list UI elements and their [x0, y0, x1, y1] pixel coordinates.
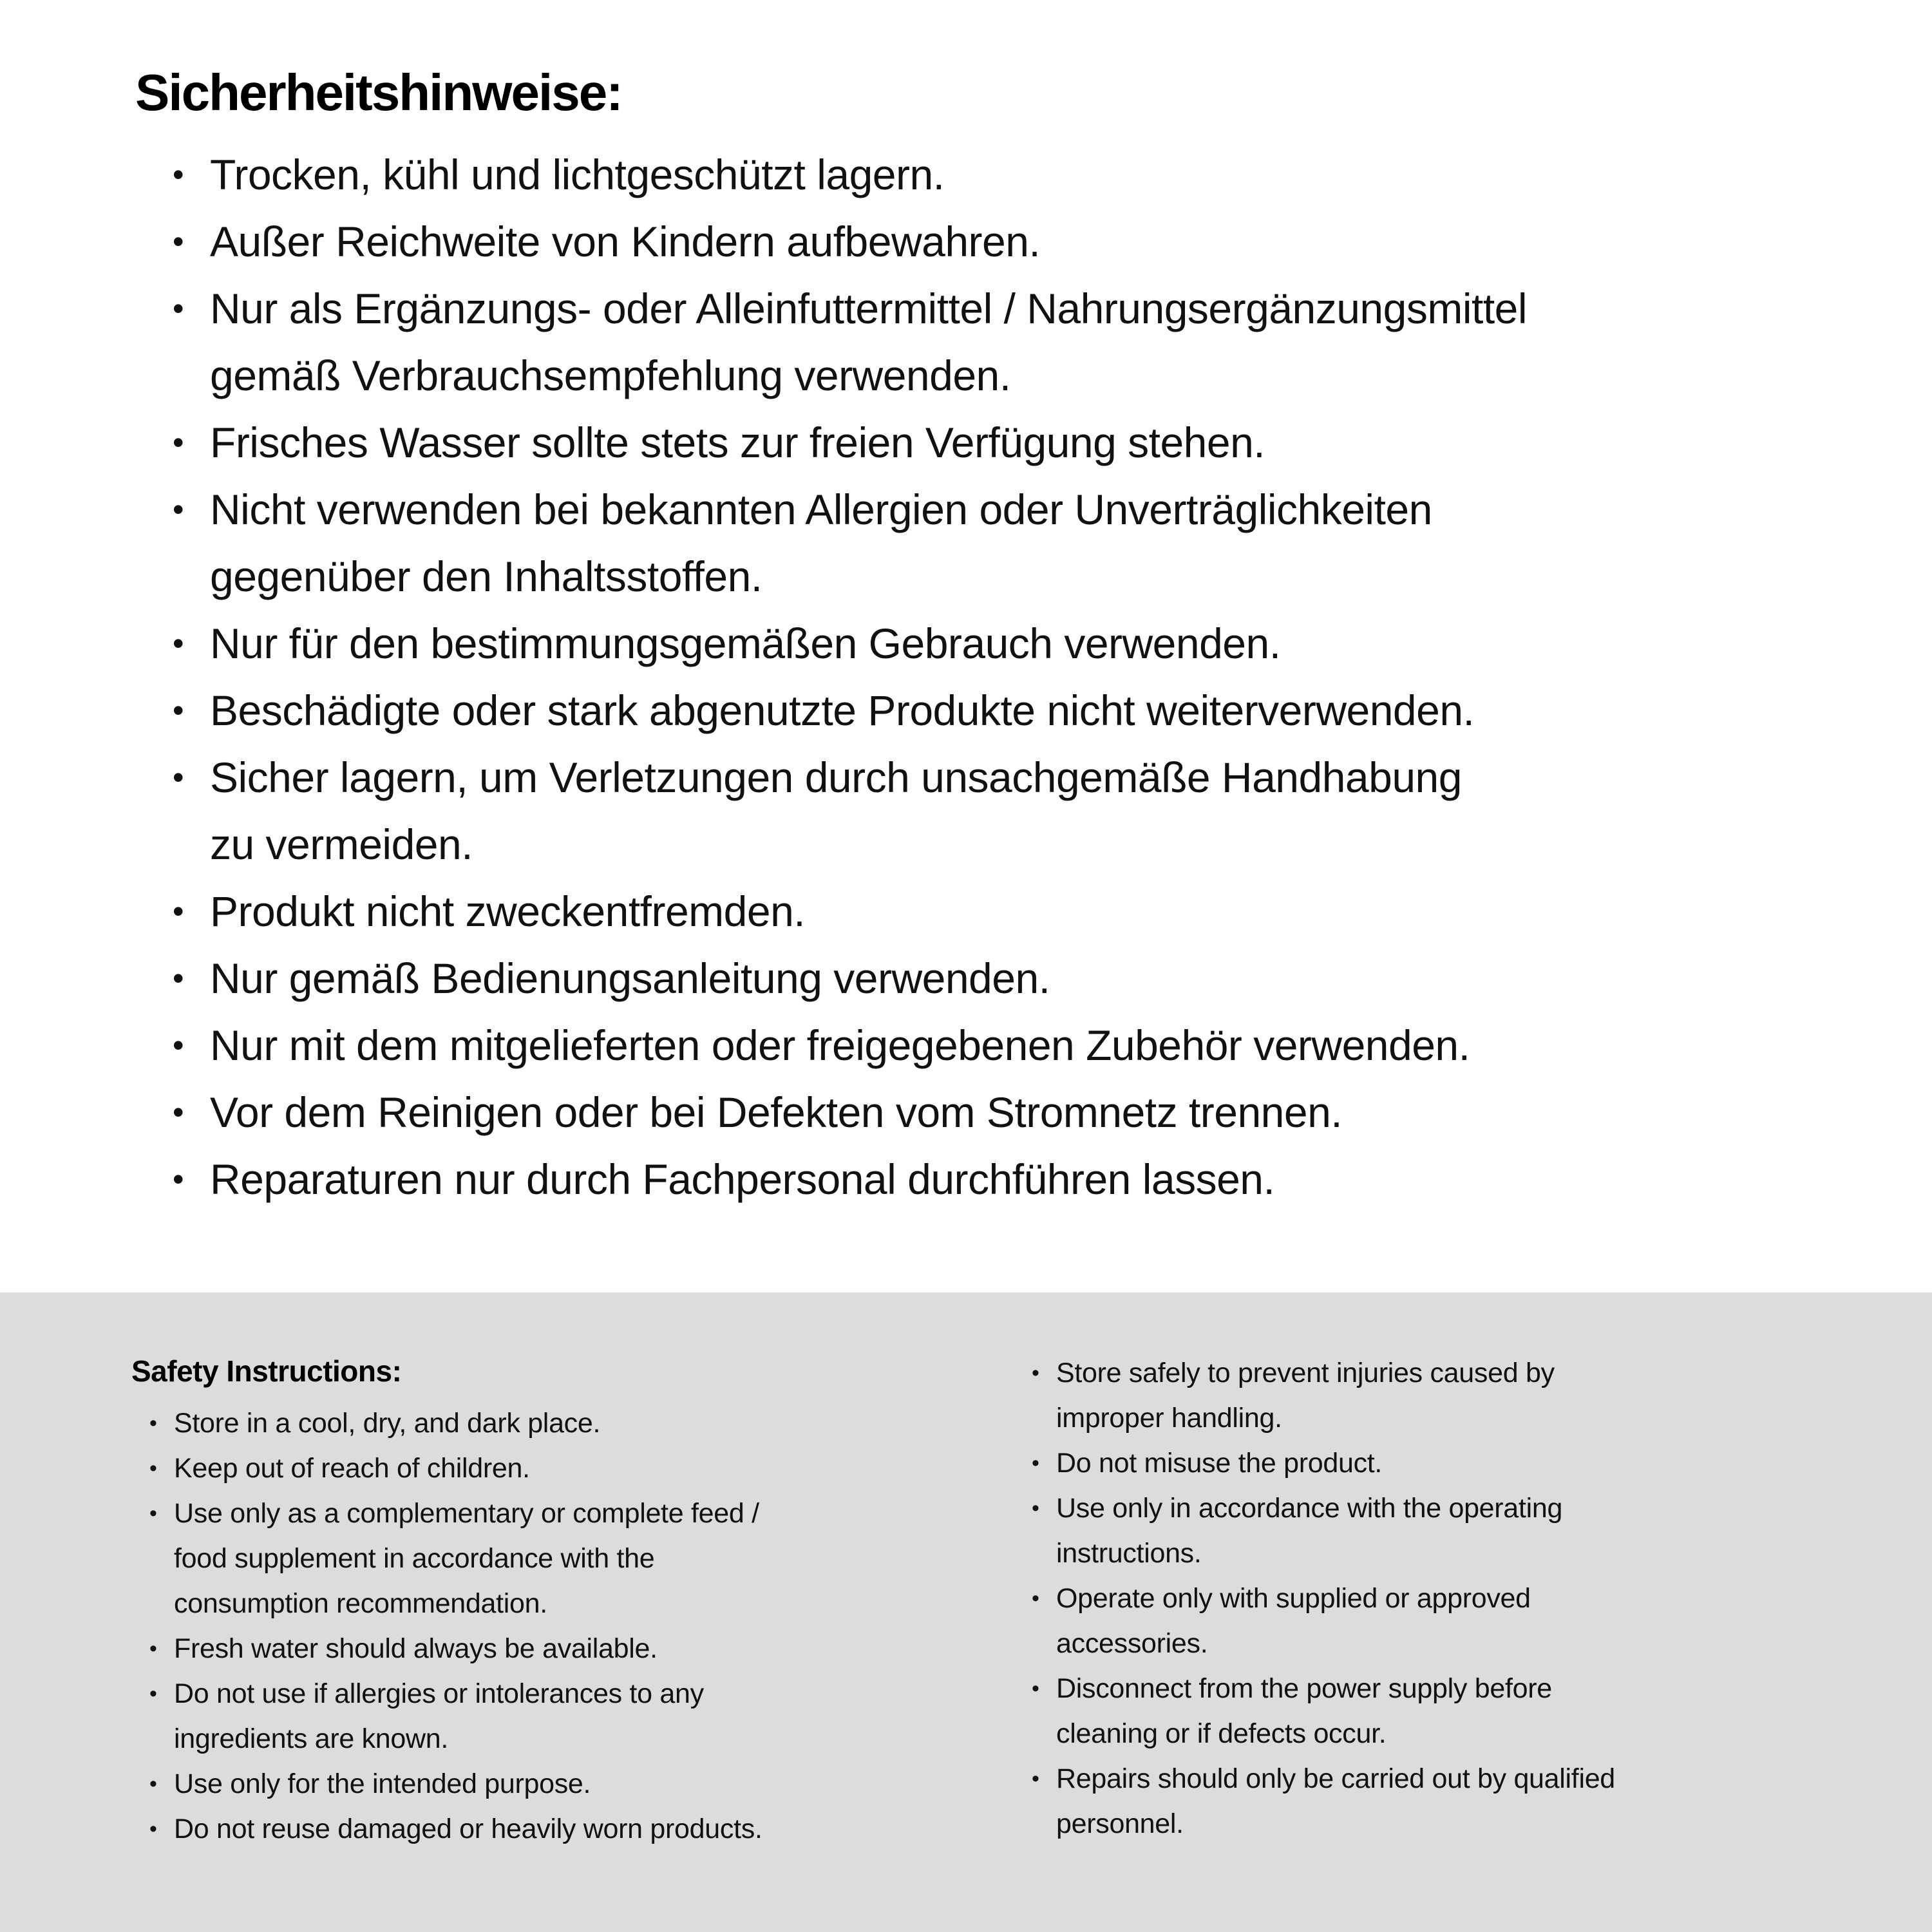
list-item-text: Repairs should only be carried out by qualified personnel. [1056, 1763, 1615, 1839]
list-item-text: Nur gemäß Bedienungsanleitung verwenden. [210, 954, 1050, 1002]
bullet-marker: • [173, 1161, 184, 1197]
list-item [173, 1079, 1860, 1146]
list-item [149, 1806, 1006, 1852]
list-item [149, 1761, 1006, 1806]
list-item-text: Nur mit dem mitgelieferten oder freigegebenen Zubehör verwenden. [210, 1021, 1470, 1069]
list-item-text: Sicher lagern, um Verletzungen durch unsachgemäße Handhabung zu vermeiden. [210, 753, 1462, 868]
list-item-text: Beschädigte oder stark abgenutzte Produkte nicht weiterverwenden. [210, 687, 1475, 734]
bullet-marker: • [173, 692, 184, 728]
list-item-text: Disconnect from the power supply before cleaning or if defects occur. [1056, 1673, 1552, 1749]
bullet-marker: • [173, 223, 184, 260]
list-item [173, 275, 1860, 409]
bullet-marker: • [149, 1772, 157, 1796]
english-bullet-list-right-column [1032, 1350, 1908, 1846]
bullet-marker: • [149, 1501, 157, 1526]
list-item-text: Reparaturen nur durch Fachpersonal durchführen lassen. [210, 1155, 1275, 1203]
bullet-marker: • [1032, 1586, 1039, 1611]
bullet-marker: • [1032, 1361, 1039, 1385]
list-item-text: Store in a cool, dry, and dark place. [174, 1408, 601, 1439]
list-item-text: Use only in accordance with the operating instructions. [1056, 1493, 1563, 1569]
list-item-text: Vor dem Reinigen oder bei Defekten vom Stromnetz trennen. [210, 1088, 1343, 1136]
list-item-text: Use only as a complementary or complete feed / food supplement in accordance with the consumption recommendation. [174, 1498, 759, 1619]
list-item [173, 1146, 1860, 1213]
bullet-marker: • [1032, 1496, 1039, 1520]
list-item-text: Do not misuse the product. [1056, 1448, 1383, 1479]
bullet-marker: • [1032, 1766, 1039, 1791]
list-item-text: Store safely to prevent injuries caused by improper handling. [1056, 1358, 1555, 1434]
list-item [149, 1626, 1006, 1671]
list-item [173, 208, 1860, 275]
german-bullet-list [173, 141, 1860, 1213]
list-item [1032, 1350, 1908, 1441]
english-safety-panel [0, 1293, 1932, 1932]
bullet-marker: • [149, 1456, 157, 1481]
list-item [1032, 1666, 1908, 1756]
list-item-text: Do not use if allergies or intolerances to any ingredients are known. [174, 1678, 704, 1754]
bullet-marker: • [173, 625, 184, 661]
list-item [1032, 1756, 1908, 1846]
list-item [1032, 1441, 1908, 1486]
bullet-marker: • [149, 1681, 157, 1706]
list-item [149, 1671, 1006, 1761]
list-item [173, 677, 1860, 744]
bullet-marker: • [173, 290, 184, 327]
list-item [173, 945, 1860, 1012]
bullet-marker: • [149, 1817, 157, 1841]
list-item-text: Operate only with supplied or approved accessories. [1056, 1583, 1531, 1659]
bullet-marker: • [173, 156, 184, 193]
list-item-text: Nur für den bestimmungsgemäßen Gebrauch verwenden. [210, 620, 1281, 667]
english-bullet-list-left-column [149, 1401, 1006, 1852]
list-item-text: Nicht verwenden bei bekannten Allergien oder Unverträglichkeiten gegenüber den Inhaltsstoffen. [210, 486, 1432, 600]
english-section-heading: Safety Instructions: [131, 1354, 402, 1388]
bullet-marker: • [173, 1027, 184, 1063]
list-item-text: Keep out of reach of children. [174, 1453, 530, 1484]
list-item [173, 744, 1860, 878]
list-item [173, 1012, 1860, 1079]
list-item-text: Do not reuse damaged or heavily worn products. [174, 1814, 762, 1844]
list-item-text: Fresh water should always be available. [174, 1633, 658, 1664]
list-item [149, 1446, 1006, 1491]
bullet-marker: • [173, 960, 184, 996]
list-item [173, 141, 1860, 208]
list-item [173, 476, 1860, 610]
bullet-marker: • [173, 893, 184, 929]
bullet-marker: • [1032, 1451, 1039, 1475]
bullet-marker: • [173, 424, 184, 460]
list-item-text: Außer Reichweite von Kindern aufbewahren. [210, 218, 1041, 265]
list-item-text: Trocken, kühl und lichtgeschützt lagern. [210, 151, 945, 198]
list-item [173, 878, 1860, 945]
bullet-marker: • [173, 1094, 184, 1130]
list-item-text: Use only for the intended purpose. [174, 1768, 591, 1799]
bullet-marker: • [173, 491, 184, 527]
list-item [149, 1401, 1006, 1446]
bullet-marker: • [149, 1636, 157, 1661]
bullet-marker: • [1032, 1676, 1039, 1701]
list-item-text: Nur als Ergänzungs- oder Alleinfuttermittel / Nahrungsergänzungsmittel gemäß Verbrauchsempfehlung verwenden. [210, 285, 1528, 399]
list-item-text: Produkt nicht zweckentfremden. [210, 887, 806, 935]
bullet-marker: • [173, 759, 184, 795]
list-item [173, 610, 1860, 677]
list-item [1032, 1486, 1908, 1576]
german-section-heading: Sicherheitshinweise: [135, 64, 622, 121]
list-item [173, 409, 1860, 476]
list-item [1032, 1576, 1908, 1666]
list-item [149, 1491, 1006, 1626]
list-item-text: Frisches Wasser sollte stets zur freien Verfügung stehen. [210, 419, 1265, 466]
bullet-marker: • [149, 1411, 157, 1435]
